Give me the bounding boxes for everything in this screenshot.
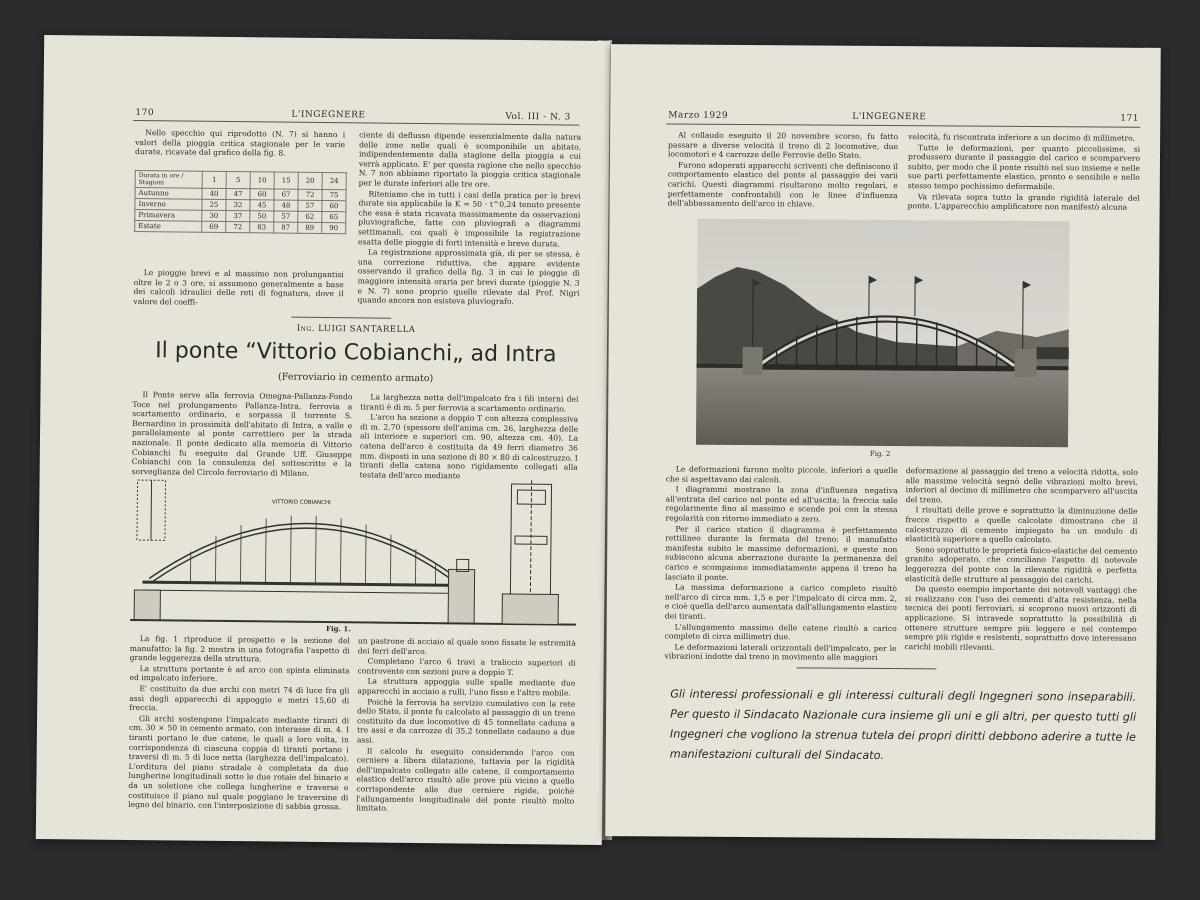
section-rule [291, 317, 391, 319]
table-cell: 32 [226, 199, 250, 210]
table-cell: 72 [298, 189, 322, 200]
table-cell: 30 [202, 210, 226, 221]
table-cell: 90 [322, 222, 346, 233]
running-head: L'INGEGNERE [291, 109, 366, 121]
intro-paragraph: Nello specchio qui riprodotto (N. 7) si hanno i valori della pioggia critica stagionale per le varie durate, ricavate dal grafico della fig. 8. [134, 128, 346, 158]
table-cell: 87 [274, 222, 298, 233]
rain-table [134, 170, 347, 234]
table-cell: 75 [322, 189, 346, 200]
page-number: 171 [1120, 113, 1139, 124]
right-page [605, 44, 1161, 840]
table-cell: 37 [226, 210, 250, 221]
issue-date: Marzo 1929 [668, 110, 729, 121]
table-cell: 47 [226, 188, 250, 199]
bridge-photograph [696, 219, 1070, 448]
report-top-left: Al collaudo eseguito il 20 novembre scorso, fu fatto passare a diverse velocità il treno di 2 locomotive, due locomotori e 4 carrozze delle Ferrovie dello Stato. Furono adoperati apparecchi scriventi che definiscono il comportamento elastico del ponte al passaggio dei varii carichi. Questi diagrammi risultarono molto regolari, e perfettamente confrontabili con le linee d'influenza dell'abbassamento dell'arco in chiave. [667, 130, 899, 209]
table-header-cell: 5 [226, 171, 250, 188]
table-cell: 62 [298, 211, 322, 222]
report-mid-left: Le deformazioni furono molto piccole, inferiori a quelle che si aspettavano dai calcoli. I diagrammi mostrano la zona d'influenza negativa all'entrata del carico nel ponte ed all'uscita; la freccia sale regolarmente fino al massimo e scende poi con la stessa regolarità con ritorno immediato a zero. Per il carico statico il diagramma è perfettamente rettilineo durante la fermata del treno; il manufatto manifesta subito le massime deformazioni, e queste non subiscono alcuna aberrazione durante la permanenza del carico e scompaiono immediatamente appena il treno ha lasciato il ponte. La massima deformazione a carico completo risultò nell'arco di circa mm. 1,5 e per l'impalcato di circa mm. 2, e cioè quella dell'arco aumentata dall'allungamento elastico dei tiranti. L'allungamento massimo delle catene risultò a carico completo di circa millimetri due. Le deformazioni laterali orizzontali dell'impalcato, per le vibrazioni indotte dal treno in movimento alle maggiori [664, 464, 898, 663]
article-title: Il ponte “Vittorio Cobianchi„ ad Intra [155, 338, 557, 368]
header-rule [666, 123, 1140, 127]
table-cell: 57 [274, 211, 298, 222]
volume-label: Vol. III - N. 3 [505, 111, 571, 123]
table-cell: 83 [250, 222, 274, 233]
table-cell: 89 [298, 222, 322, 233]
notice-rule [796, 667, 936, 669]
fig2-caption: Fig. 2 [869, 449, 891, 459]
table-header-cell: 1 [202, 171, 226, 188]
table-cell: 65 [322, 211, 346, 222]
page-number: 170 [135, 108, 155, 119]
table-header-cell: 20 [298, 172, 322, 189]
table-row [135, 221, 346, 234]
season-cell: Estate [135, 221, 202, 233]
after-table-paragraph: Le pioggie brevi e al massimo non prolungantisi oltre le 2 o 3 ore, si assumono generalmente a base dei calcoli idraulici delle reti di fognatura, dove il valore del coeffi- [133, 268, 344, 307]
table-cell: 60 [250, 189, 274, 200]
table-cell: 57 [298, 200, 322, 211]
drawing-inscription: VITTORIO COBIANCHI [271, 499, 331, 507]
fig1-caption: Fig. 1. [325, 624, 351, 634]
table-header-cell: 24 [322, 172, 346, 189]
table-header-row [135, 171, 346, 190]
table-cell: 45 [250, 200, 274, 211]
table-cell: 67 [274, 189, 298, 200]
table-cell: 60 [322, 200, 346, 211]
season-cell: Autunno [135, 188, 202, 200]
table-header-cell: 10 [250, 172, 274, 189]
article-body-left-top: Il Ponte serve alla ferrovia Omegna-Pallanza-Fondo Toce nel prolungamento Pallanza-Intra, ferrovia a scartamento ordinario, e sorpassa il torrente S. Bernardino in prossimità dell'abitato di Intra, a valle e parallelamente al ponte carrettiero per la strada nazionale. Il ponte dedicato alla memoria di Vittorio Cobianchi fu eseguito dal Grande Uff. Giuseppe Cobianchi con la consulenza del sottoscritto e la sorveglianza del Circolo ferroviario di Milano. [131, 390, 353, 478]
table-cell: 69 [202, 221, 226, 232]
article-subtitle: (Ferroviario in cemento armato) [278, 371, 434, 385]
report-top-right: velocità, fu riscontrata inferiore a un decimo di millimetro. Tutte le deformazioni, per quanto piccolissime, si produssero durante il passaggio del carico e scomparvero subito, per modo che il ponte risultò nel suo insieme e nelle sue parti perfettamente elastico, pronto e sensibile e nello stesso tempo pochissimo deformabile. Va rilevata sopra tutto la grande rigidità laterale del ponte. L'apparecchio amplificatore non manifestò alcuna [907, 132, 1141, 212]
author-name: Ing. LUIGI SANTARELLA [296, 323, 416, 335]
table-header-cell: 15 [274, 172, 298, 189]
article-body-right-top: La larghezza netta dell'impalcato fra i fili interni dei tiranti è di m. 5 per ferrovia a scartamento ordinario. L'arco ha sezione a doppio T con altezza complessiva di m. 2,70 (spessore dell'anima cm. 26, larghezza delle ali interiore e superiori cm. 90, altezza cm. 40). La catena dell'arco è costituita da 49 ferri diametro 36 mm. disposti in una sezione di 80 × 80 di calcestruzzo. I tiranti della catena sono rigidamente collegati alla testata dell'arco mediante [359, 392, 579, 481]
union-notice: Gli interessi professionali e gli interessi culturali degli Ingegneri sono inseparabili. Per questo il Sindacato Nazionale cura insieme gli uni e gli altri, per questo tutti gli Ingegneri che vogliono la strenua tutela dei propri diritti debbono aderire a tutte le manifestazioni culturali del Sindacato. [669, 687, 1137, 763]
article-body-right-bottom: un pastrone di acciaio al quale sono fissate le estremità dei ferri dell'arco. Completano l'arco 6 travi a traliccio superiori di controvento con sezioni pure a doppio T. La struttura appoggia sulle spalle mediante due apparecchi in acciaio a rulli, l'uno fisso e l'altro mobile. Poichè la ferrovia ha servizio cumulativo con la rete dello Stato, il ponte fu calcolato al passaggio di un treno costituito da due locomotive di 45 tonnellate caduna a tre assi e da carrozze di 35,2 tonnellate cadauno a due assi. Il calcolo fu eseguito considerando l'arco con cerniere a libera dilatazione, tuttavia per la rigidità dell'impalcato collegato alle catene, il comportamento elastico dell'arco risultò alle prove più vicino a quello corrispondente alle due cerniere rigide, poichè l'allungamento longitudinale del ponte risultò molto limitato. [356, 636, 576, 813]
report-mid-right: deformazione al passaggio del treno a velocità ridotta, solo alle massime velocità segnò delle vibrazioni molto brevi, inferiori al decimo di millimetro che scomparvero all'uscita del treno. I risultati delle prove e soprattutto la diminuzione delle frecce rispetto a quelle calcolate dimostrano che il calcestruzzo di cemento impiegato ha un modulo di elasticità superiore a quello calcolato. Sono soprattutto le proprietà fisico-elastiche del cemento granito adoperato, che conciliano l'aspetto di notevole leggerezza del ponte con la rilevante rigidità e perfetta elasticità delle strutture al passaggio dei carichi. Da questo esempio importante dei notevoli vantaggi che si realizzano con l'uso dei cementi d'alta resistenza, nella tecnica dei ponti ferroviari, si scoprono nuovi orizzonti di applicazione. Si intravede soprattutto la possibilità di ottenere strutture sempre più leggere e nel contempo sempre più rigide e resistenti, soprattutto dove interessano carichi mobili rilevanti. [904, 466, 1138, 652]
intro-right-column: ciente di deflusso dipende essenzialmente dalla natura delle zone nelle quali è scomponibile un abitato, indipendentemente dalla stagione della pioggia a cui verrà applicato. E' per questa ragione che nello specchio N. 7 non abbiamo riportato la pioggia critica stagionale per le durate inferiori alle tre ore. Riteniamo che in tutti i casi della pratica per le brevi durate sia applicabile la K = 50 · t^0,24 tenuto presente che essa è stata ricavata massimamente da osservazioni pluviografiche, fatte con pluviografi a diagrammi settimanali, coi quali è impossibile la registrazione esatta delle pioggie di forti intensità e breve durata. La registrazione approssimata già, di per se stessa, è una correzione riduttiva, che appare evidente osservando il grafico della fig. 3 in cui le pioggie di maggiore intensità oraria per brevi durate (pioggie N. 3 e N. 7) sono proprio quelle rilevate dal Prof. Nigri quando ancora non esisteva pluviografo. [357, 130, 582, 307]
bridge-elevation-drawing [130, 472, 578, 627]
table-cell: 40 [202, 188, 226, 199]
table-cell: 50 [250, 211, 274, 222]
article-body-left-bottom: La fig. 1 riproduce il prospetto e la sezione del manufatto; la fig. 2 mostra in una fotografia l'aspetto di grande leggerezza della struttura. La struttura portante è ad arco con spinta eliminata ed impalcato inferiore. E' costituito da due archi con metri 74 di luce fra gli assi degli apparecchi di appoggio e metri 15,60 di freccia. Gli archi sostengono l'impalcato mediante tiranti di cm. 30 × 50 in cemento armato, con interasse di m. 4. I tiranti portano le due catene, le quali a loro volta, in corrispondenza di ciascuna coppia di tiranti portano i traversi di m. 5 di luce netta (larghezza dell'impalcato). L'orditura del piano stradale è completata da due lungherine longitudinali sotto le due rotaie del binario e da un soletione che collega lungherine e traverse e costituisce il piano sul quale poggiano le traversine di legno del binario, con l'interposizione di sabbia grossa. [128, 634, 350, 812]
table-header-label: Durata in ore / Stagioni [135, 171, 202, 189]
running-head: L'INGEGNERE [852, 111, 927, 123]
table-cell: 48 [274, 200, 298, 211]
table-cell: 72 [226, 221, 250, 232]
table-cell: 25 [202, 199, 226, 210]
left-page [36, 35, 610, 845]
season-cell: Primavera [135, 210, 202, 222]
season-cell: Inverno [135, 199, 202, 211]
